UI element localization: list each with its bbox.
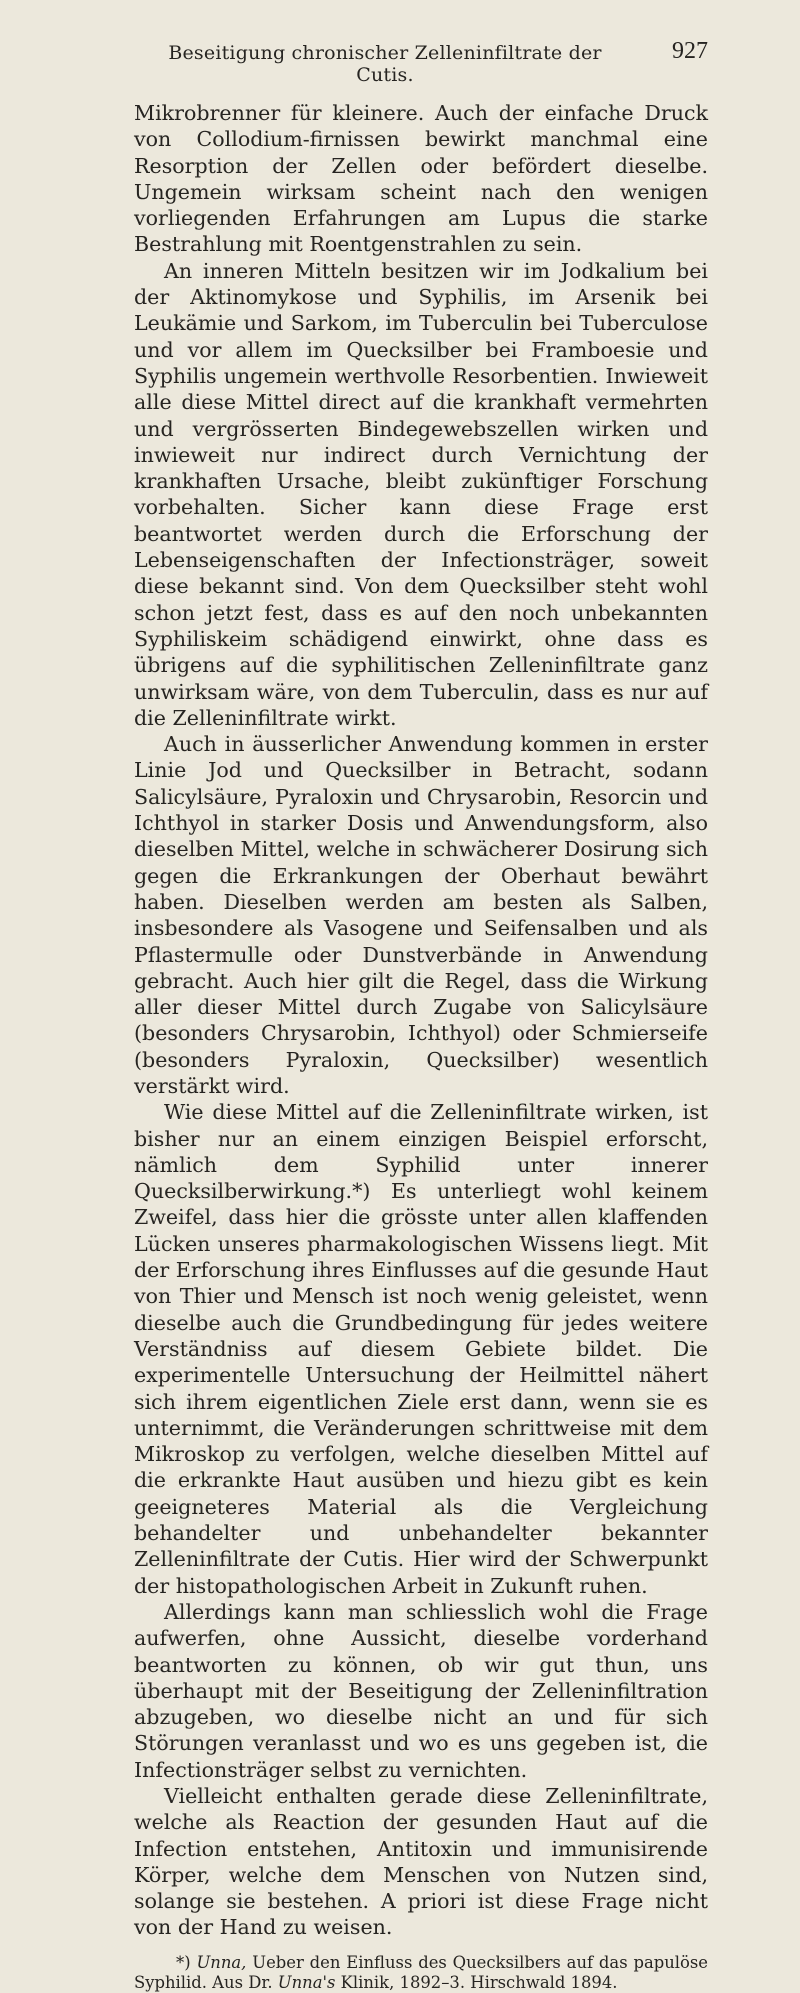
paragraph-3: Auch in äusserlicher Anwendung kommen in erster Linie Jod und Quecksilber in Betracht, sodann Salicylsäure, Pyraloxin und Chrysarobin, Resorcin und Ichthyol in starker Dosis und Anwendungsform, also dieselben Mittel, welche in schwächerer Dosirung sich gegen die Erkrankungen der Oberhaut bewährt haben. Dieselben werden am besten als Salben, insbesondere als Vasogene und Seifensalben und als Pflastermulle oder Dunstverbände in Anwendung gebracht. Auch hier gilt die Regel, dass die Wirkung aller dieser Mittel durch Zugabe von Salicylsäure (besonders Chrysarobin, Ichthyol) oder Schmierseife (besonders Pyraloxin, Quecksilber) wesentlich verstärkt wird. — [134, 732, 708, 1098]
footnote-author: Unna, — [196, 1952, 247, 1972]
footnote-text-1: Ueber den Einfluss des Quecksilbers auf das papulöse Syphilid. Aus Dr. — [134, 1952, 709, 1992]
paragraph-2: An inneren Mitteln besitzen wir im Jodkalium bei der Aktinomykose und Syphilis, im Arsenik bei Leukämie und Sarkom, im Tuberculin bei Tuberculose und vor allem im Quecksilber bei Framboesie und Syphilis ungemein werthvolle Resorbentien. Inwieweit alle diese Mittel direct auf die krankhaft vermehrten und vergrösserten Bindegewebszellen wirken und inwieweit nur indirect durch Vernichtung der krankhaften Ursache, bleibt zukünftiger Forschung vorbehalten. Sicher kann diese Frage erst beantwortet werden durch die Erforschung der Lebenseigenschaften der Infectionsträger, soweit diese bekannt sind. Von dem Quecksilber steht wohl schon jetzt fest, dass es auf den noch unbekannten Syphiliskeim schädigend einwirkt, ohne dass es übrigens auf die syphilitischen Zelleninfiltrate ganz unwirksam wäre, von dem Tuberculin, dass es nur auf die Zelleninfiltrate wirkt. — [134, 258, 708, 730]
footnote-author-2: Unna's — [277, 1972, 336, 1992]
paragraph-6: Vielleicht enthalten gerade diese Zelleninfiltrate, welche als Reaction der gesunden Haut auf die Infection entstehen, Antitoxin und immunisirende Körper, welche dem Menschen von Nutzen sind, solange sie bestehen. A priori ist diese Frage nicht von der Hand zu weisen. — [134, 1784, 708, 1940]
body-text — [134, 100, 708, 1941]
paragraph-5: Allerdings kann man schliesslich wohl die Frage aufwerfen, ohne Aussicht, dieselbe vorderhand beantworten zu können, ob wir gut thun, uns überhaupt mit der Beseitigung der Zelleninfiltration abzugeben, wo dieselbe nicht an und für sich Störungen veranlasst und wo es uns gegeben ist, die Infectionsträger selbst zu vernichten. — [134, 1599, 708, 1782]
footnote-text-2: Klinik, 1892–3. Hirschwald 1894. — [340, 1972, 618, 1992]
footnote-marker: *) — [176, 1952, 191, 1972]
paragraph-1: Mikrobrenner für kleinere. Auch der einfache Druck von Collodium-firnissen bewirkt manchmal eine Resorption der Zellen oder befördert dieselbe. Ungemein wirksam scheint nach den wenigen vorliegenden Erfahrungen am Lupus die starke Bestrahlung mit Roentgenstrahlen zu sein. — [134, 101, 708, 257]
page-number: 927 — [672, 38, 708, 64]
running-head: Beseitigung chronischer Zelleninfiltrate der Cutis. — [168, 42, 602, 86]
page-header — [134, 30, 708, 86]
paragraph-4: Wie diese Mittel auf die Zelleninfiltrate wirken, ist bisher nur an einem einzigen Beispiel erforscht, nämlich dem Syphilid unter innerer Quecksilberwirkung.*) Es unterliegt wohl keinem Zweifel, dass hier die grösste unter allen klaffenden Lücken unseres pharmakologischen Wissens liegt. Mit der Erforschung ihres Einflusses auf die gesunde Haut von Thier und Mensch ist noch wenig geleistet, wenn dieselbe auch die Grundbedingung für jedes weitere Verständniss auf diesem Gebiete bildet. Die experimentelle Untersuchung der Heilmittel nähert sich ihrem eigentlichen Ziele erst dann, wenn sie es unternimmt, die Veränderungen schrittweise mit dem Mikroskop zu verfolgen, welche dieselben Mittel auf die erkrankte Haut ausüben und hiezu gibt es kein geeigneteres Material als die Vergleichung behandelter und unbehandelter bekannter Zelleninfiltrate der Cutis. Hier wird der Schwerpunkt der histopathologischen Arbeit in Zukunft ruhen. — [134, 1100, 708, 1598]
footnote — [134, 1953, 708, 1993]
